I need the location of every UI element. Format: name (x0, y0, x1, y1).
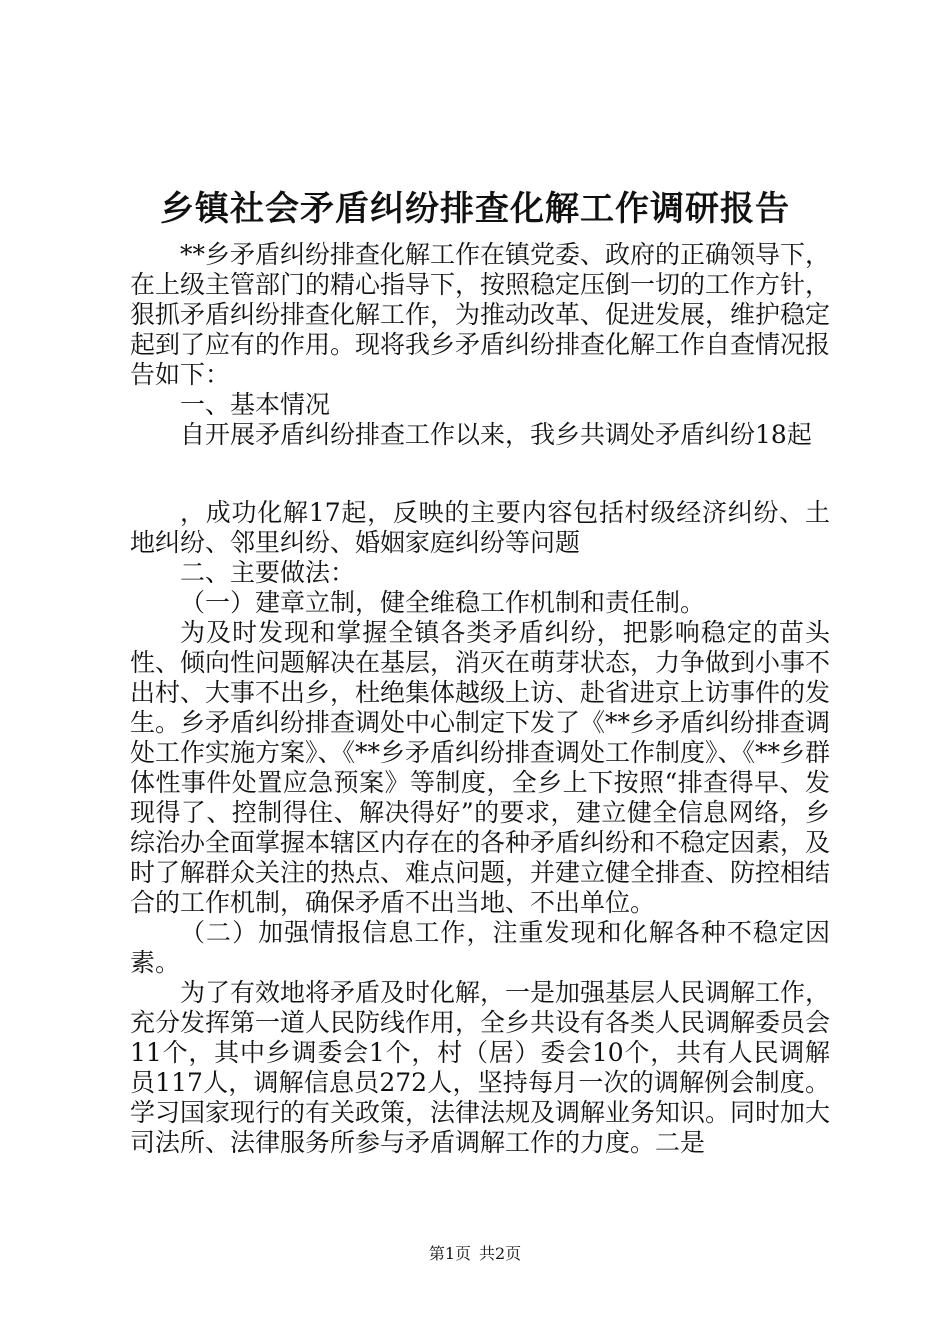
paragraph-mechanism: 为及时发现和掌握全镇各类矛盾纠纷，把影响稳定的苗头性、倾向性问题解决在基层，消灭在萌芽状态，力争做到小事不出村、大事不出乡，杜绝集体越级上访、赴省进京上访事件的发生。乡矛盾纠纷排查调处中心制定下发了《**乡矛盾纠纷排查调处工作实施方案》、《**乡矛盾纠纷排查调处工作制度》、《**乡群体性事件处置应急预案》等制度，全乡上下按照“排查得早、发现得了、控制得住、解决得好”的要求，建立健全信息网络，乡综治办全面掌握本辖区内存在的各种矛盾纠纷和不稳定因素，及时了解群众关注的热点、难点问题，并建立健全排查、防控相结合的工作机制，确保矛盾不出当地、不出单位。 (130, 618, 831, 917)
paragraph-case-count: 自开展矛盾纠纷排查工作以来，我乡共调处矛盾纠纷18起 (180, 420, 812, 449)
paragraph-intro: **乡矛盾纠纷排查化解工作在镇党委、政府的正确领导下，在上级主管部门的精心指导下，按照稳定压倒一切的工作方针，狠抓矛盾纠纷排查化解工作，为推动改革、促进发展，维护稳定起到了应有的作用。现将我乡矛盾纠纷排查化解工作自查情况报告如下： (130, 240, 831, 389)
paragraph-mediation: 为了有效地将矛盾及时化解，一是加强基层人民调解工作，充分发挥第一道人民防线作用，全乡共设有各类人民调解委员会11个，其中乡调委会1个，村（居）委会10个，共有人民调解员117人，调解信息员272人，坚持每月一次的调解例会制度。学习国家现行的有关政策，法律法规及调解业务知识。同时加大司法所、法律服务所参与矛盾调解工作的力度。二是 (130, 978, 831, 1157)
page-total: 共2页 (479, 1244, 522, 1263)
page-number: 第1页 (428, 1244, 471, 1263)
heading-basic-situation: 一、基本情况 (180, 390, 331, 419)
page-footer (0, 1242, 950, 1266)
heading-main-practices: 二、主要做法： (180, 558, 356, 587)
document-body (130, 240, 830, 1158)
paragraph-case-content: ，成功化解17起，反映的主要内容包括村级经济纠纷、土地纠纷、邻里纠纷、婚姻家庭纠纷等问题 (130, 498, 830, 557)
subheading-two: （二）加强情报信息工作，注重发现和化解各种不稳定因素。 (130, 918, 830, 977)
subheading-one: （一）建章立制，健全维稳工作机制和责任制。 (180, 588, 706, 617)
document-title: 乡镇社会矛盾纠纷排查化解工作调研报告 (160, 189, 790, 229)
